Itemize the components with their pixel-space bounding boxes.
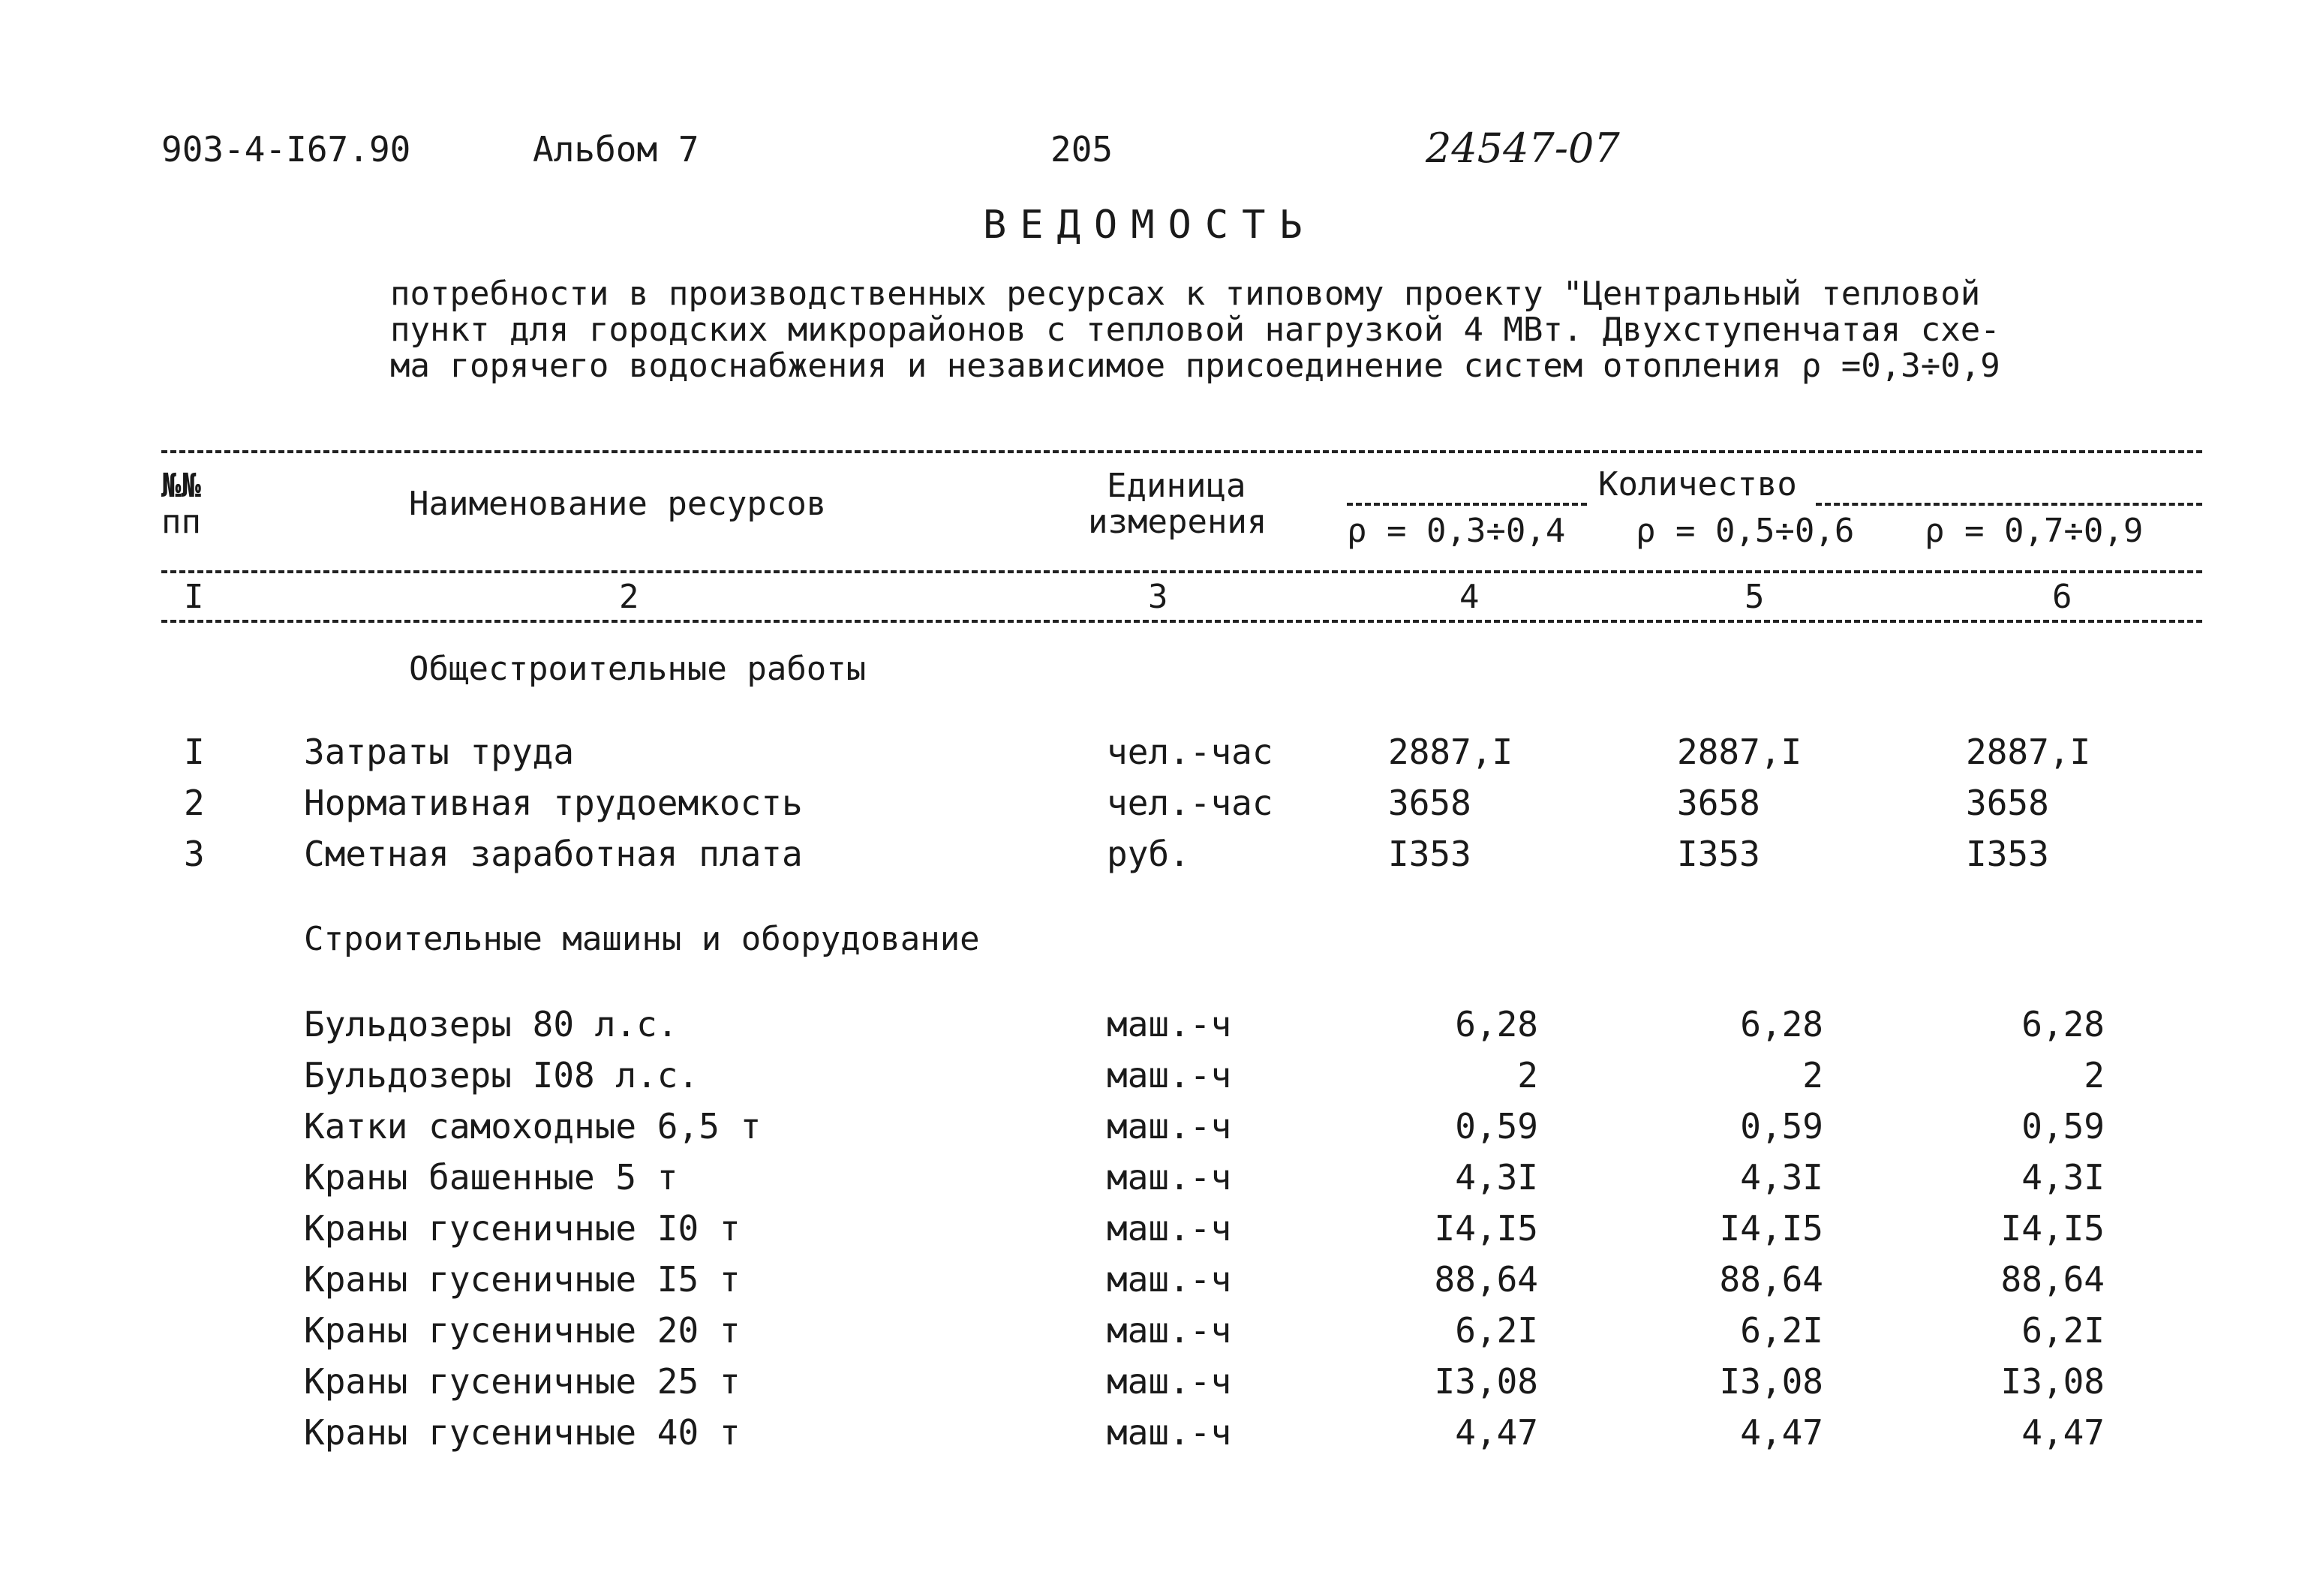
value-col4: 0,59	[1455, 1106, 1538, 1147]
value-col6: 3658	[1966, 783, 2049, 823]
header-unit-line2: измерения	[1088, 503, 1267, 541]
unit-cell: руб.	[1107, 834, 1190, 874]
column-number-1: I	[184, 578, 204, 616]
section-title: Строительные машины и оборудование	[304, 920, 980, 958]
value-col5: 4,3I	[1740, 1157, 1823, 1198]
value-col6: I353	[1966, 834, 2049, 874]
value-col5: 88,64	[1719, 1259, 1823, 1300]
value-col4: I353	[1388, 834, 1471, 874]
unit-cell: маш.-ч	[1107, 1310, 1232, 1351]
resource-name: Бульдозеры 80 л.с.	[304, 1004, 678, 1044]
resource-name: Катки самоходные 6,5 т	[304, 1106, 762, 1147]
header-quantity: Количество	[1598, 465, 1797, 503]
value-col5: 6,28	[1740, 1004, 1823, 1044]
album-label: Альбом 7	[533, 129, 699, 170]
row-number: 2	[184, 783, 205, 823]
unit-cell: маш.-ч	[1107, 1412, 1232, 1453]
value-col4: 6,2I	[1455, 1310, 1538, 1351]
unit-cell: чел.-час	[1107, 732, 1273, 772]
resource-name: Краны гусеничные I5 т	[304, 1259, 741, 1300]
column-number-3: 3	[1148, 578, 1168, 616]
column-numbers-rule	[161, 620, 2202, 623]
resource-name: Краны гусеничные I0 т	[304, 1208, 741, 1249]
unit-cell: маш.-ч	[1107, 1106, 1232, 1147]
row-number: 3	[184, 834, 205, 874]
table-top-rule	[161, 450, 2202, 453]
value-col6: 88,64	[2000, 1259, 2105, 1300]
resource-name: Краны гусеничные 25 т	[304, 1361, 741, 1402]
value-col5: I4,I5	[1719, 1208, 1823, 1249]
resource-name: Нормативная трудоемкость	[304, 783, 803, 823]
column-number-5: 5	[1745, 578, 1765, 616]
unit-cell: маш.-ч	[1107, 1208, 1232, 1249]
value-col4: 4,3I	[1455, 1157, 1538, 1198]
value-col6: 4,3I	[2021, 1157, 2105, 1198]
column-number-2: 2	[619, 578, 639, 616]
subtitle-line-3: ма горячего водоснабжения и независимое присоединение систем отопления ρ =0,3÷0,9	[390, 347, 2000, 385]
value-col5: I3,08	[1719, 1361, 1823, 1402]
value-col4: 3658	[1388, 783, 1471, 823]
value-col4: 6,28	[1455, 1004, 1538, 1044]
header-unit-line1: Единица	[1107, 467, 1246, 505]
header-num-line2: пп	[161, 503, 201, 541]
subtitle-line-2: пункт для городских микрорайонов с тепловой нагрузкой 4 МВт. Двухступенчатая схе-	[390, 311, 2000, 349]
value-col5: 4,47	[1740, 1412, 1823, 1453]
value-col4: 2	[1517, 1055, 1538, 1096]
header-col4-range: ρ = 0,3÷0,4	[1347, 512, 1566, 550]
header-bottom-rule	[161, 570, 2202, 573]
resource-name: Бульдозеры I08 л.с.	[304, 1055, 699, 1096]
value-col6: 2887,I	[1966, 732, 2091, 772]
value-col5: 2	[1802, 1055, 1823, 1096]
value-col6: 4,47	[2021, 1412, 2105, 1453]
unit-cell: маш.-ч	[1107, 1055, 1232, 1096]
value-col6: 0,59	[2021, 1106, 2105, 1147]
value-col5: 6,2I	[1740, 1310, 1823, 1351]
subtitle-line-1: потребности в производственных ресурсах к типовому проекту "Центральный тепловой	[390, 275, 1981, 313]
header-col6-range: ρ = 0,7÷0,9	[1925, 512, 2144, 550]
resource-name: Краны гусеничные 40 т	[304, 1412, 741, 1453]
value-col4: 2887,I	[1388, 732, 1513, 772]
section-title: Общестроительные работы	[409, 650, 867, 688]
column-number-6: 6	[2052, 578, 2072, 616]
value-col6: 2	[2084, 1055, 2105, 1096]
quantity-rule-left	[1347, 503, 1587, 506]
value-col5: I353	[1677, 834, 1760, 874]
resource-name: Краны башенные 5 т	[304, 1157, 678, 1198]
resource-name: Сметная заработная плата	[304, 834, 803, 874]
value-col5: 3658	[1677, 783, 1760, 823]
value-col6: I4,I5	[2000, 1208, 2105, 1249]
value-col4: 4,47	[1455, 1412, 1538, 1453]
value-col5: 0,59	[1740, 1106, 1823, 1147]
document-title: ВЕДОМОСТЬ	[983, 203, 1316, 248]
unit-cell: маш.-ч	[1107, 1004, 1232, 1044]
value-col6: 6,28	[2021, 1004, 2105, 1044]
value-col5: 2887,I	[1677, 732, 1802, 772]
value-col4: I4,I5	[1434, 1208, 1538, 1249]
resource-name: Краны гусеничные 20 т	[304, 1310, 741, 1351]
value-col4: 88,64	[1434, 1259, 1538, 1300]
value-col6: 6,2I	[2021, 1310, 2105, 1351]
value-col6: I3,08	[2000, 1361, 2105, 1402]
value-col4: I3,08	[1434, 1361, 1538, 1402]
unit-cell: маш.-ч	[1107, 1361, 1232, 1402]
unit-cell: маш.-ч	[1107, 1157, 1232, 1198]
header-col5-range: ρ = 0,5÷0,6	[1636, 512, 1855, 550]
resource-name: Затраты труда	[304, 732, 575, 772]
unit-cell: чел.-час	[1107, 783, 1273, 823]
column-number-4: 4	[1459, 578, 1480, 616]
header-resource-name: Наименование ресурсов	[409, 485, 827, 523]
unit-cell: маш.-ч	[1107, 1259, 1232, 1300]
header-num-line1: №№	[161, 467, 201, 505]
page-number: 205	[1050, 129, 1113, 170]
handwritten-inventory-number: 24547-07	[1426, 125, 1620, 172]
document-code: 903-4-I67.90	[161, 129, 411, 170]
row-number: I	[184, 732, 205, 772]
quantity-rule-right	[1816, 503, 2202, 506]
